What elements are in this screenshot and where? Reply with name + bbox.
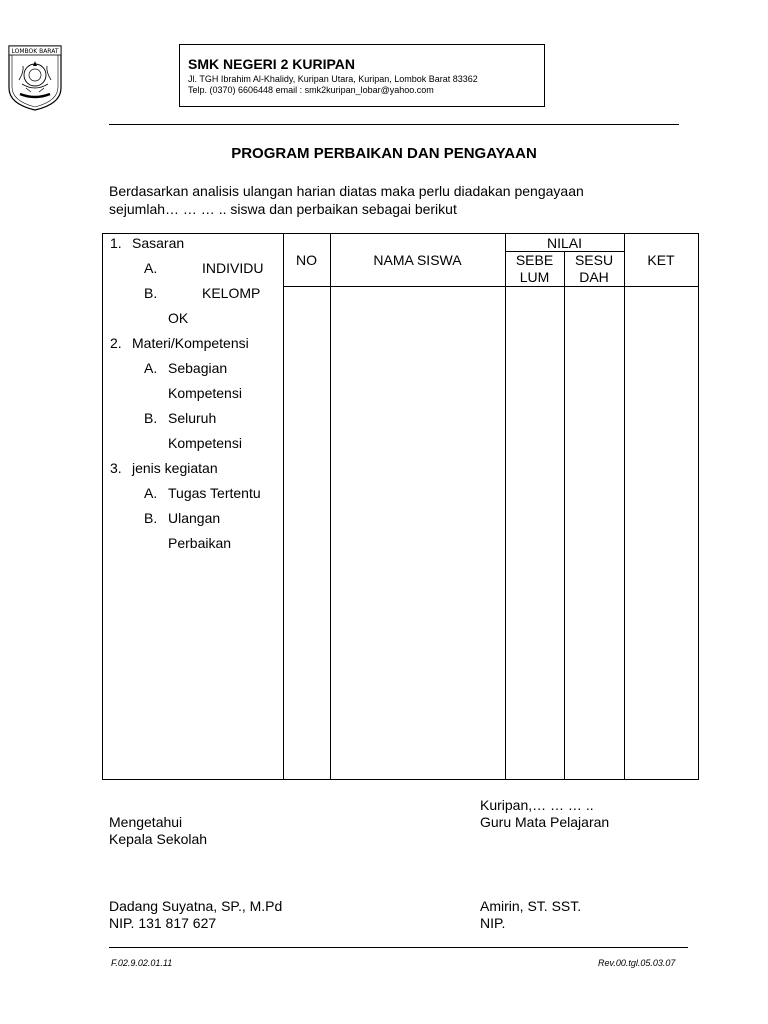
sig-left-line1: Mengetahui — [109, 814, 183, 830]
list-item-number: 2. — [110, 335, 122, 351]
table-col-divider — [505, 234, 506, 779]
table-col-divider — [330, 234, 331, 779]
footer-divider — [109, 947, 688, 948]
list-item-mark: B. — [144, 410, 158, 426]
col-header-nilai: NILAI — [546, 235, 582, 251]
list-item-seluruh-cont: Kompetensi — [168, 435, 242, 451]
list-item-kelompok: KELOMP — [202, 285, 261, 301]
remedial-enrichment-table — [102, 233, 699, 780]
list-item-sasaran: Sasaran — [132, 235, 185, 251]
list-item-sebagian: Sebagian — [168, 360, 228, 376]
col-header-sesudah-1: SESU — [574, 252, 614, 268]
place-date: Kuripan,… … … .. — [480, 797, 594, 813]
list-item-mark: A. — [144, 260, 158, 276]
col-header-sesudah-2: DAH — [579, 269, 609, 285]
table-col-divider — [283, 234, 284, 779]
sig-left-nip: NIP. 131 817 627 — [109, 915, 217, 931]
col-header-sebelum-1: SEBE — [515, 252, 554, 268]
sig-left-line2: Kepala Sekolah — [109, 831, 208, 847]
list-item-kelompok-cont: OK — [168, 310, 189, 326]
list-item-tugas-tertentu: Tugas Tertentu — [168, 485, 261, 501]
table-header-rule — [283, 286, 698, 287]
col-header-sebelum-2: LUM — [519, 269, 550, 285]
school-address: Jl. TGH Ibrahim Al-Khalidy, Kuripan Utara, Kuripan, Lombok Barat 83362 — [188, 74, 478, 84]
list-item-materi: Materi/Kompetensi — [132, 335, 249, 351]
sig-right-name: Amirin, ST. SST. — [480, 898, 582, 914]
list-item-ulangan-cont: Perbaikan — [168, 535, 232, 551]
school-name: SMK NEGERI 2 KURIPAN — [188, 56, 355, 72]
list-item-ulangan: Ulangan — [168, 510, 221, 526]
list-item-sebagian-cont: Kompetensi — [168, 385, 242, 401]
list-item-jenis-kegiatan: jenis kegiatan — [132, 460, 218, 476]
list-item-individu: INDIVIDU — [202, 260, 264, 276]
list-item-number: 3. — [110, 460, 122, 476]
list-item-mark: B. — [144, 285, 158, 301]
school-contact: Telp. (0370) 6606448 email : smk2kuripan_lobar@yahoo.com — [188, 85, 434, 95]
logo-text: LOMBOK BARAT — [11, 48, 59, 55]
table-col-divider — [564, 251, 565, 779]
form-code: F.02.9.02.01.11 — [111, 958, 173, 968]
revision-code: Rev.00.tgl.05.03.07 — [598, 958, 676, 968]
table-col-divider — [624, 234, 625, 779]
list-item-number: 1. — [110, 235, 122, 251]
school-emblem-logo — [6, 42, 64, 112]
col-header-ket: KET — [647, 252, 675, 268]
list-item-mark: B. — [144, 510, 158, 526]
sig-right-role: Guru Mata Pelajaran — [480, 814, 610, 830]
col-header-nama-siswa: NAMA SISWA — [373, 252, 462, 268]
document-title: PROGRAM PERBAIKAN DAN PENGAYAAN — [231, 145, 537, 162]
col-header-no: NO — [296, 252, 317, 268]
list-item-seluruh: Seluruh — [168, 410, 217, 426]
sig-right-nip: NIP. — [480, 915, 506, 931]
intro-line-2: sejumlah… … … .. siswa dan perbaikan sebagai berikut — [109, 201, 457, 217]
intro-line-1: Berdasarkan analisis ulangan harian diatas maka perlu diadakan pengayaan — [109, 183, 584, 199]
header-divider — [109, 124, 679, 125]
list-item-mark: A. — [144, 360, 158, 376]
sig-left-name: Dadang Suyatna, SP., M.Pd — [109, 898, 283, 914]
list-item-mark: A. — [144, 485, 158, 501]
school-header-box — [179, 44, 545, 107]
